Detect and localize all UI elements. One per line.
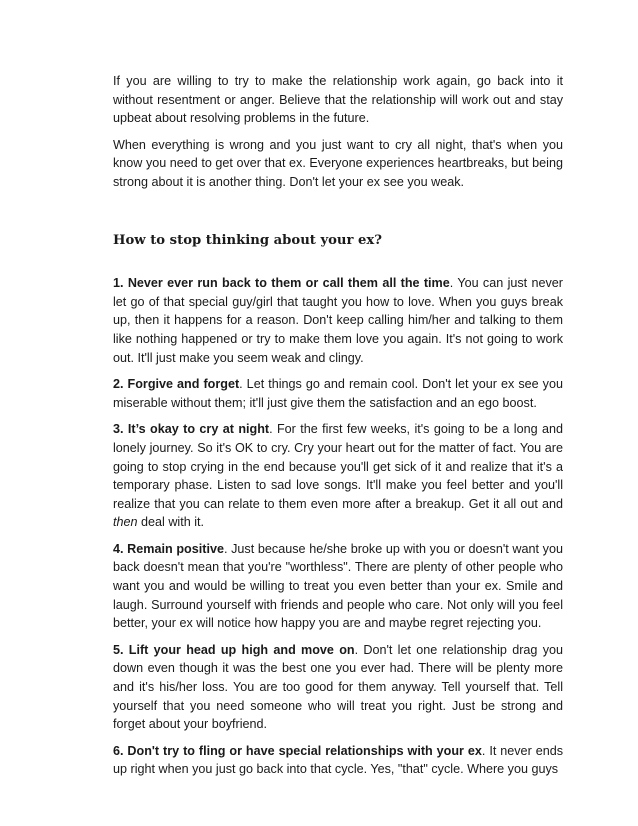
tip-3-title: 3. It’s okay to cry at night bbox=[113, 422, 270, 437]
intro-paragraph-1: If you are willing to try to make the relationship work again, go back into it without resentment or anger. Believe that the relationship will work out and stay upbeat about resolving problems in the future. bbox=[113, 74, 563, 126]
document-body bbox=[113, 72, 563, 787]
tip-2-body: . Let things go and remain cool. Don't let your ex see you miserable without them; it'll just give them the satisfaction and an ego boost. bbox=[113, 377, 563, 410]
section-heading: How to stop thinking about your ex? bbox=[113, 232, 383, 248]
tip-3-body-end: deal with it. bbox=[137, 515, 205, 530]
tip-1-title: 1. Never ever run back to them or call them all the time bbox=[113, 276, 450, 291]
tip-5 bbox=[113, 641, 563, 734]
tip-4 bbox=[113, 540, 563, 633]
tip-6-body: . It never ends up right when you just go back into that cycle. Yes, "that" cycle. Where you guys bbox=[113, 743, 564, 777]
tip-6-title: 6. Don't try to fling or have special relationships with your ex bbox=[113, 743, 482, 758]
tip-3-body: . For the first few weeks, it's going to be a long and lonely journey. So it's OK to cry. Cry your heart out for the matter of fact. You are going to stop crying in the end because you'll get sick of it and realize that it's a temporary phase. Listen to sad love songs. It'll make you feel better and you'll realize that you can relate to them even more after a breakup. Get it all out and bbox=[113, 422, 563, 511]
tip-6 bbox=[113, 742, 563, 779]
tip-4-body: . Just because he/she broke up with you or doesn't want you back doesn't mean that you're "worthless". There are plenty of other people who want you and would be willing to treat you even better than your ex. Smile and laugh. Surround yourself with friends and people who care. Not only will you feel better, your ex will notice how happy you are and maybe regret rejecting you. bbox=[113, 541, 563, 631]
intro-paragraph-2: When everything is wrong and you just want to cry all night, that's when you know you need to get over that ex. Everyone experiences heartbreaks, but being strong about it is another thing. Don't let your ex see you weak. bbox=[113, 137, 563, 189]
tip-1-body: . You can just never let go of that special guy/girl that taught you how to love. When you guys break up, then it happens for a reason. Don't keep calling him/her and talking to them like nothing happened or try to make them love you again. It's not going to work out. It'll just make you seem weak and clingy. bbox=[113, 276, 563, 365]
tip-5-body: . Don't let one relationship drag you down even though it was the best one you ever had. There will be plenty more and it's his/her loss. You are too good for them anyway. Tell yourself that. Tell yourself that you need someone who will treat you right. Just be strong and forget about your boyfriend. bbox=[113, 642, 563, 732]
tip-2 bbox=[113, 375, 563, 412]
tip-4-title: 4. Remain positive bbox=[113, 541, 224, 556]
tip-3 bbox=[113, 420, 563, 532]
tip-5-title: 5. Lift your head up high and move on bbox=[113, 642, 355, 657]
tip-2-title: 2. Forgive and forget bbox=[113, 377, 240, 392]
tip-1 bbox=[113, 274, 563, 367]
tip-3-emphasis: then bbox=[113, 515, 138, 530]
